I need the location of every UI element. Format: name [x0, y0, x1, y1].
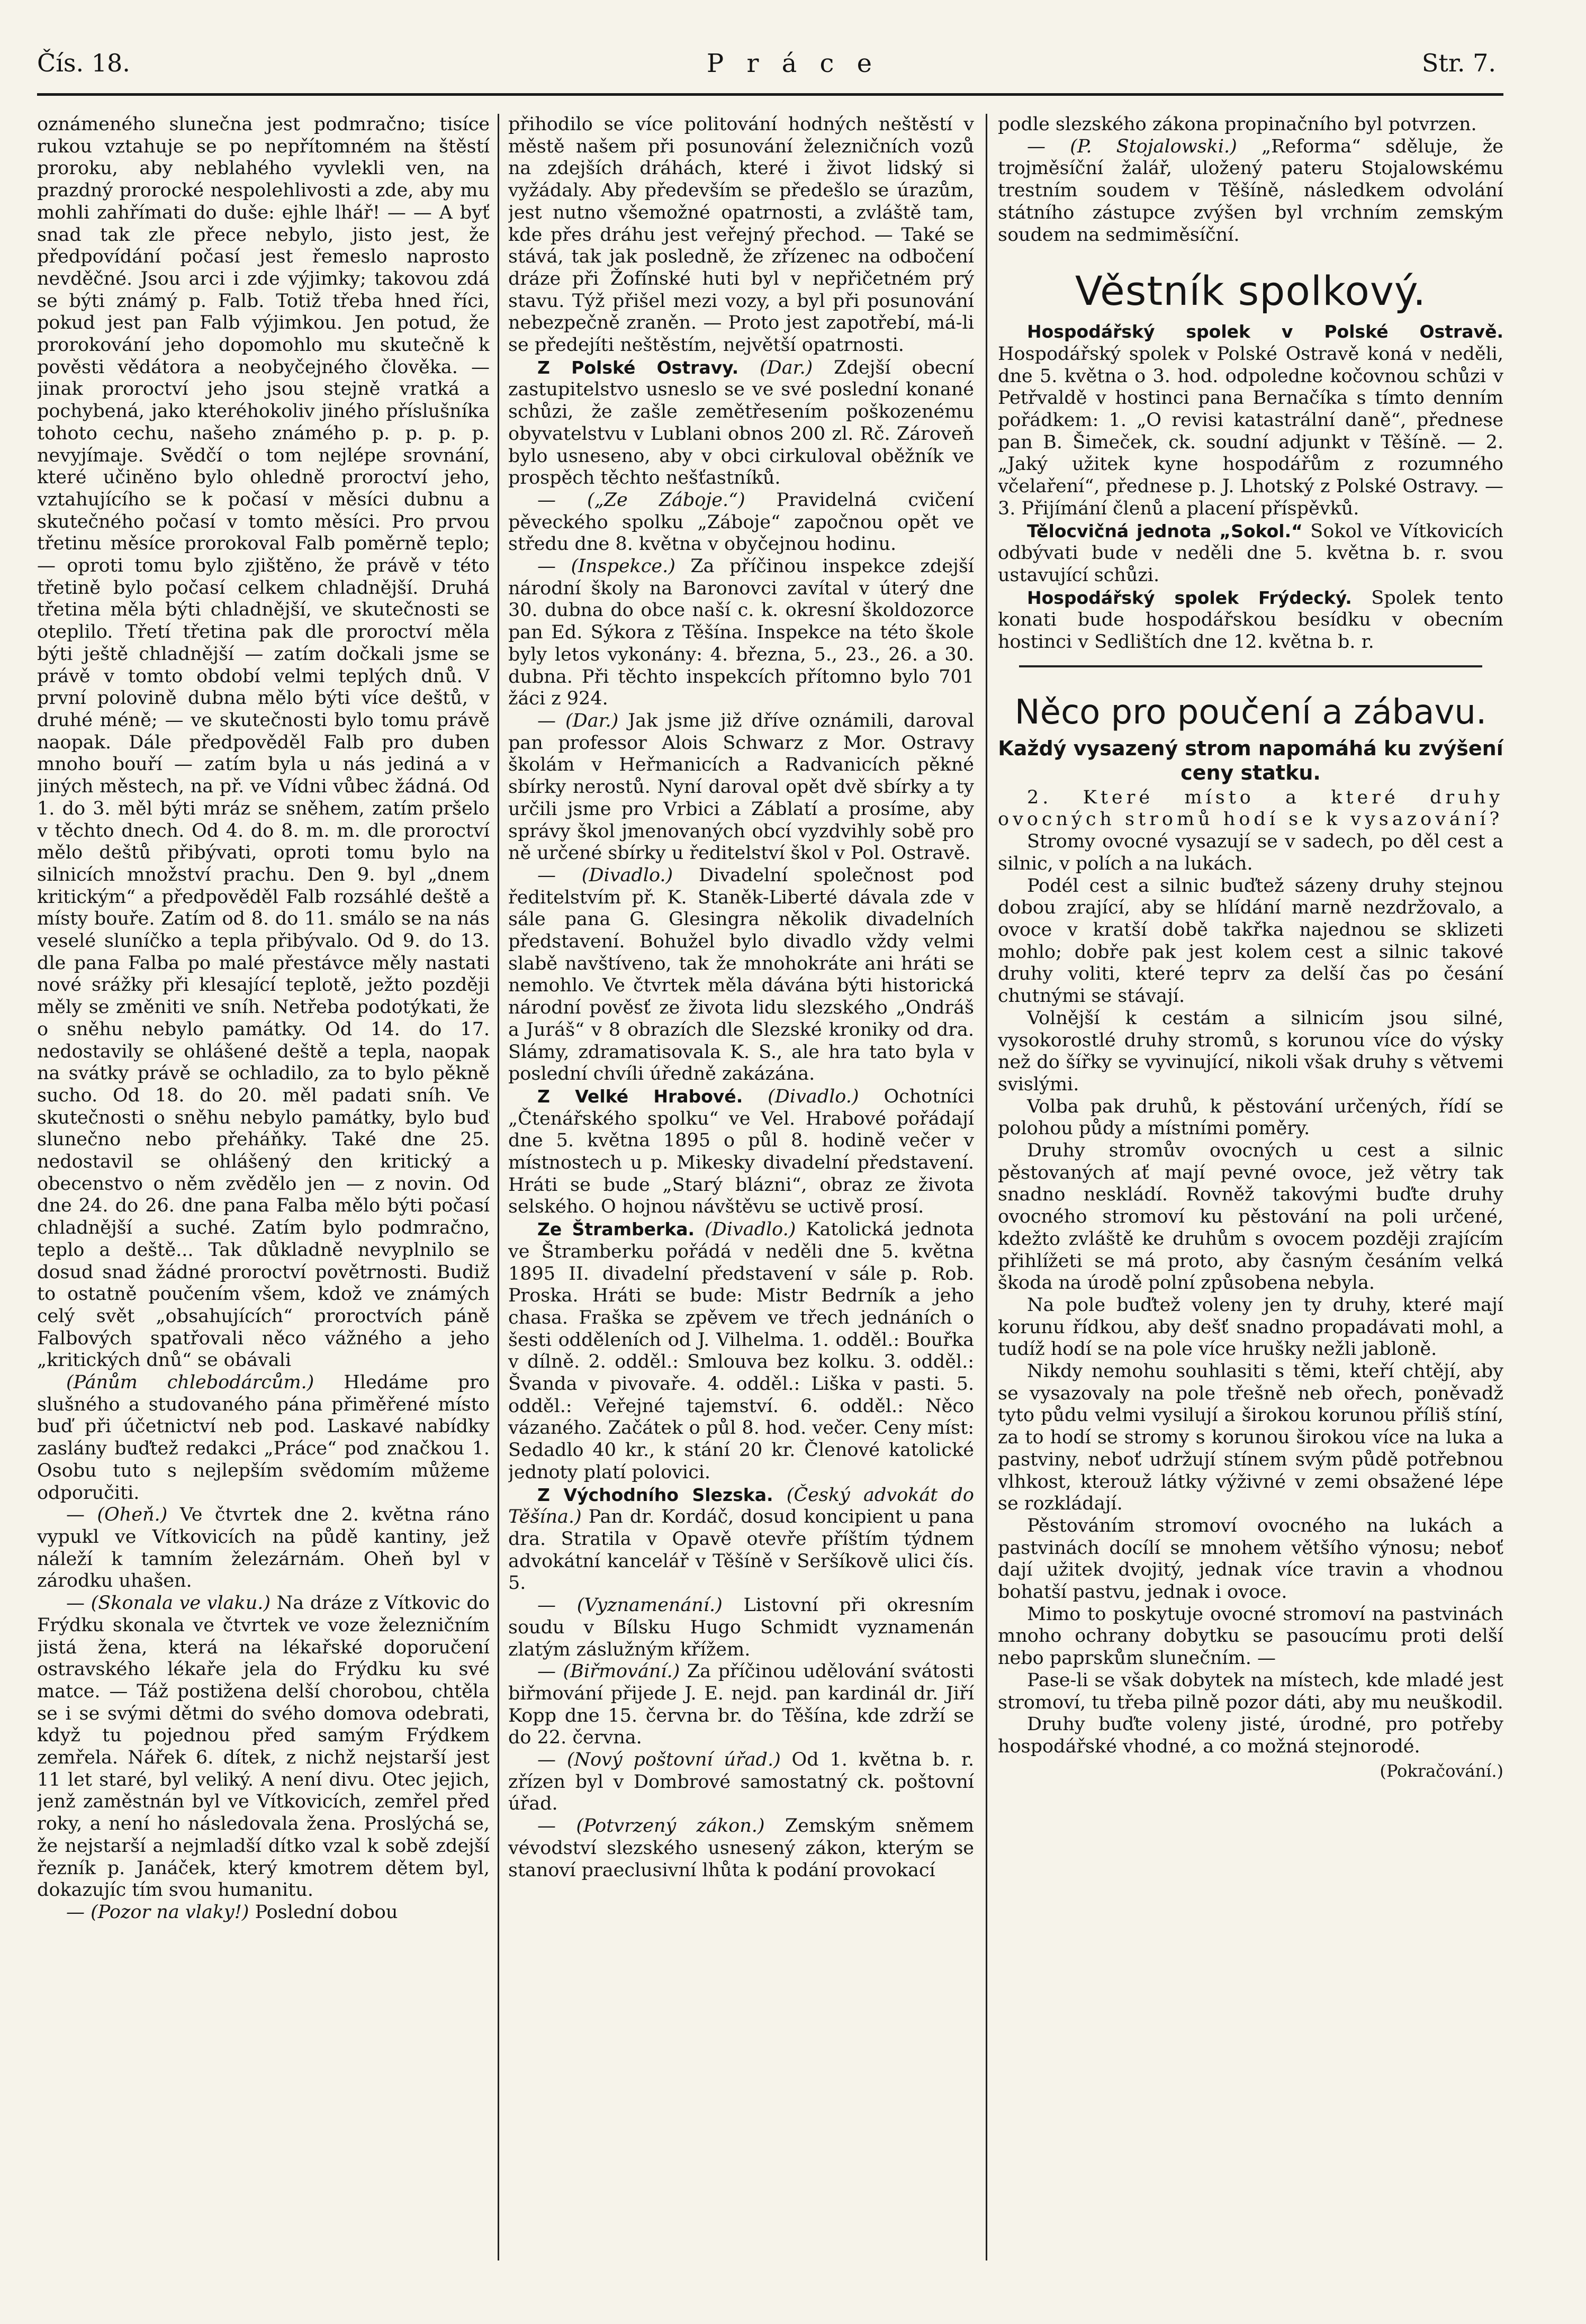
notice-pozor: [37, 1902, 490, 1924]
news-tag: (Český advokát do Těšína.): [508, 1484, 974, 1528]
news-text: Katolická jednota ve Štramberku pořádá v neděli dne 5. května 1895 II. divadelní představení v sále p. Rob. Proska. Hráti se bude: Mistr Bedrník a jeho chasa. Fraška se zpěvem ve třech jednáních o šesti odděleních od J. Vilhelma. 1. odděl.: Bouřka v dílně. 2. odděl.: Smlouva bez kolku. 3. odděl.: Švanda v pivovaře. 4. odděl.: Liška v pasti. 5. odděl.: Veřejné tajemství. 6. odděl.: Něco vázaného. Začátek o půl 8. hod. večer. Ceny míst: Sedadlo 40 kr., k stání 20 kr. Členové katolické jednoty platí polovici.: [508, 1219, 974, 1483]
news-dar: — (Dar.) Jak jsme již dříve oznámili, daroval pan professor Alois Schwarz z Mor. Ostravy školám v Heřmanicích a Radvanicích pěkné sbírky nerostů. Nyní daroval opět dvě sbírky a ty určili jsme pro Vrbici a Záblatí a prosíme, aby správy škol jmenovaných obcí vyzdvihly sobě pro ně určené sbírky u ředitelství škol v Pol. Ostravě.: [508, 710, 974, 864]
header-rule: [37, 93, 1503, 96]
news-head: Z Východního Slezska.: [537, 1484, 773, 1505]
club-text: Hospodářský spolek v Polské Ostravě koná v neděli, dne 5. května o 3. hod. odpoledne kočovnou schůzi v Petřvaldě v hostinci pana Bernačíka s tímto denním pořádkem: 1. „O revisi katastrální daně“, přednese pan B. Šimeček, ck. soudní adjunkt v Těšíně. — 2. „Jaký užitek kyne hospodářům z rozumného včelaření“, přednese p. J. Lhotský z Polské Ostravy. — 3. Přijímání členů a placení příspěvků.: [998, 343, 1503, 519]
paragraph: Na pole buďtež voleny jen ty druhy, které mají korunu řídkou, aby dešť snadno propadávati mohl, a tudíž hodí se na pole více hrušky nežli jabloně.: [998, 1294, 1503, 1360]
article-continuation: přihodilo se více politování hodných neštěstí v městě našem při posunování železničních vozů na zdejších dráhách, které i život lidský si vyžádaly. Aby především se předešlo se úrazům, jest nutno všemožné opatrnosti, a zvláště tam, kde přes dráhu jest veřejný přechod. — Také se stává, tak jak posledně, že zřízenec na odbočení dráze při Žofínské huti byl v nepřičetném prý stavu. Týž přišel mezi vozy, a byl při posunování nebezpečně zraněn. — Proto jest zapotřebí, má-li se předejíti neštěstím, největší opatrnosti.: [508, 114, 974, 356]
notice-text: Ve čtvrtek dne 2. května ráno vypukl ve Vítkovicích na půdě kantiny, jež náleží k tamním železárnám. Oheň byl v zárodku uhašen.: [37, 1504, 490, 1592]
news-text: Od 1. května b. r. zřízen byl v Dombrové samostatný ck. poštovní úřad.: [508, 1749, 974, 1815]
notice-tag: (Pánům chlebodárcům.): [66, 1372, 314, 1394]
news-head: Z Velké Hrabové.: [537, 1086, 743, 1107]
notice-tag: (Skonala ve vlaku.): [91, 1593, 271, 1614]
notice-text: Na dráze z Vítkovic do Frýdku skonala ve čtvrtek ve voze železničním jistá žena, která na lékařské doporučení ostravského lékaře jela do Frýdku ku své matce. — Táž postižena delší chorobou, chtěla se i se svými dětmi do svého domova odebrati, když tu pojednou před samým Frýdkem zemřela. Nářek 6. dítek, z nichž nejstarší jest 11 let staré, byl veliký. A není divu. Otec jejich, jenž zaměstnán byl ve Vítkovicích, zemřel před roky, a není ho následovala žena. Proslýchá se, že nejstarší a nejmladší dítko vzal k sobě zdejší řezník p. Janáček, který kmotrem dětem byl, dokazujíc tím svou humanitu.: [37, 1593, 490, 1901]
news-text: Jak jsme již dříve oznámili, daroval pan professor Alois Schwarz z Mor. Ostravy školám v Heřmanicích a Radvanicích pěkné sbírky nerostů. Nyní daroval opět dvě sbírky a ty určili jsme pro Vrbici a Záblatí a prosíme, aby správy škol jmenovaných obcí vyzdvihly sobě pro ně určené sbírky u ředitelství škol v Pol. Ostravě.: [508, 710, 974, 864]
paragraph: Nikdy nemohu souhlasiti s těmi, kteří chtějí, aby se vysazovaly na pole třešně neb ořech, poněvadž tyto půdu velmi vysilují a širokou korunou příliš stíní, za to hodí se stromy s korunou širokou více na luka a pastviny, neboť udržují stínem svým půdě potřebnou vlhkost, kterouž látky výživné v zemi obsažené lépe se rozkládají.: [998, 1361, 1503, 1515]
club-head: Hospodářský spolek v Polské Ostravě.: [1027, 321, 1503, 342]
page-number: Str. 7.: [1421, 49, 1496, 77]
section-divider: [1019, 665, 1482, 667]
notice-text: Poslední dobou: [255, 1901, 398, 1923]
column-1: [37, 114, 490, 2287]
continuation-note: (Pokračování.): [1380, 1760, 1503, 1781]
page-header: [0, 49, 1586, 91]
news-tag: (Dar.): [760, 357, 813, 378]
paragraph: Mimo to poskytuje ovocné stromoví na pastvinách mnoho ochrany dobytku se pasoucímu proti delší nebo paprskům slunečním. —: [998, 1603, 1503, 1669]
news-tag: (Inspekce.): [571, 556, 675, 577]
notice-tag: (Oheň.): [97, 1504, 168, 1526]
notice-tag: — (Pozor na vlaky!): [66, 1901, 249, 1923]
column-2: [508, 114, 974, 2287]
news-continuation: podle slezského zákona propinačního byl potvrzen.: [998, 114, 1477, 135]
paragraph: Pěstováním stromoví ovocného na lukách a pastvinách docílí se mnohem většího výnosu; neboť dají užitek dvojitý, jednak více travin a vhodnou bohatší pastvu, jednak i ovoce.: [998, 1515, 1503, 1603]
column-separator: [498, 114, 499, 2260]
news-tag: (Biřmování.): [563, 1661, 680, 1683]
paragraph: Pase-li se však dobytek na místech, kde mladé jest stromoví, tu třeba pilně pozor dáti, aby mu neuškodil.: [998, 1669, 1503, 1713]
news-vychodni-slezsko: [508, 1484, 974, 1595]
news-text: Zemským sněmem vévodství slezského usnesený zákon, kterým se stanoví praeclusivní lhůta k podání provokací: [508, 1815, 974, 1881]
news-tag: (Vyznamenání.): [576, 1595, 723, 1616]
column-3: [998, 114, 1503, 2287]
section-subhead: Každý vysazený strom napomáhá ku zvýšení ceny statku.: [998, 736, 1503, 784]
club-head: Hospodářský spolek Frýdecký.: [1027, 587, 1352, 608]
notice-chlebodarcum: [37, 1372, 490, 1504]
news-stramberk: [508, 1218, 974, 1484]
news-tag: (Nový poštovní úřad.): [566, 1749, 781, 1771]
news-text: „Reforma“ sděluje, že trojměsíční žalář, uložený pateru Stojalowskému trestním soudem v Těšíně, následkem odvolání státního zástupce zvýšen byl vrchním zemským soudem na sedmiměsíční.: [998, 135, 1503, 246]
club-hosp-frydek: [998, 587, 1503, 654]
club-hosp-polska-ostrava: [998, 321, 1503, 520]
news-text: Zdejší obecní zastupitelstvo usneslo se ve své poslední konané schůzi, že zašle zemětřesením poškozenému obyvatelstvu v Lublani obnos 200 zl. Rč. Zároveň bylo usneseno, aby v obci cirkuloval oběžník ve prospěch těchto nešťastníků.: [508, 357, 974, 489]
column-separator: [986, 114, 987, 2260]
paragraph: Druhy buďte voleny jisté, úrodné, pro potřeby hospodářské vhodné, a co možná stejnorodé.: [998, 1714, 1503, 1757]
news-text: Za příčinou inspekce zdejší národní školy na Baronovci zavítal v úterý dne 30. dubna do obce naší c. k. okresní školdozorce pan Ed. Sýkora z Těšína. Inspekce na této škole byly letos vykonány: 4. března, 5., 23., 26. a 30. dubna. Při těchto inspekcích přítomno bylo 701 žáci z 924.: [508, 556, 974, 710]
notice-ohen: — (Oheň.) Ve čtvrtek dne 2. května ráno vypukl ve Vítkovicích na půdě kantiny, jež náleží k tamním železárnám. Oheň byl v zárodku uhašen.: [37, 1504, 490, 1592]
club-text: Spolek tento konati bude hospodářskou besídku v obecním hostinci v Sedlištích dne 12. května b. r.: [998, 587, 1503, 653]
news-tag: („Ze Záboje.“): [587, 489, 745, 511]
news-text: Listovní při okresním soudu v Bílsku Hugo Schmidt vyznamenán zlatým záslužným křížem.: [508, 1595, 974, 1660]
section-title-neco: Něco pro poučení a zábavu.: [1014, 692, 1487, 732]
news-text: Divadelní společnost pod ředitelstvím př. K. Staněk-Liberté dávala zde v sále pana G. Glesingra několik divadelních představení. Bohužel bylo divadlo vždy velmi slabě navštíveno, tak že mnohokráte ani hráti se nemohlo. Ve čtvrtek měla dávána býti historická národní pověsť ze života lidu slezského „Ondráš a Juráš“ v 8 obrazích dle Slezské kroniky od dra. Slámy, zdramatisovala K. S., ale hra tato byla v poslední chvíli úředně zakázána.: [508, 864, 974, 1085]
news-tag: (Dar.): [565, 710, 619, 731]
news-tag: (Divadlo.): [768, 1086, 859, 1107]
paragraph: [998, 787, 1503, 831]
news-tag: (Potvrzený zákon.): [576, 1815, 765, 1837]
news-text: Za příčinou udělování svátosti biřmování přijede J. E. nejd. pan kardinál dr. Jiří Kopp dne 15. června br. do Těšína, kde zdrží se do 22. června.: [508, 1661, 974, 1749]
paragraph: Volba pak druhů, k pěstování určených, řídí se polohou půdy a místními poměry.: [998, 1096, 1503, 1140]
club-sokol: [998, 520, 1503, 587]
club-text: Sokol ve Vítkovicích odbývati bude v neděli dne 5. května b. r. svou ustavující schůzi.: [998, 520, 1503, 586]
news-vyznamenani: — (Vyznamenání.) Listovní při okresním soudu v Bílsku Hugo Schmidt vyznamenán zlatým záslužným křížem.: [508, 1595, 974, 1660]
question-text: 2. Které místo a které druhy ovocných stromů hodí se k vysazování?: [998, 786, 1503, 830]
paragraph: Volnější k cestám a silnicím jsou silné, vysokorostlé druhy stromů, s korunou více do výsky než do šířky se vyvinující, nikoli však druhy s větvemi svislými.: [998, 1007, 1503, 1095]
notice-text: Hledáme pro slušného a studovaného pána přiměřené místo buď při účetnictví neb pod. Laskavé nabídky zaslány buďtež redakci „Práce“ pod značkou 1. Osobu tuto s nejlepším svědomím můžeme odporučiti.: [37, 1372, 490, 1504]
news-head: Z Polské Ostravy.: [537, 357, 739, 378]
news-postovni-urad: — (Nový poštovní úřad.) Od 1. května b. r. zřízen byl v Dombrové samostatný ck. poštovní úřad.: [508, 1749, 974, 1815]
news-head: Ze Štramberka.: [537, 1219, 695, 1240]
news-zaboj: — („Ze Záboje.“) Pravidelná cvičení pěveckého spolku „Záboje“ započnou opět ve středu dne 8. května v obyčejnou hodinu.: [508, 489, 974, 555]
article-falb: oznámeného slunečna jest podmračno; tisíce rukou vztahuje se po nepřítomném na štěstí proroku, aby neblahého vyvlekli ven, na prazdný prorocké nespolehlivosti a zde, aby mu mohli zahřímati do duše: ejhle lhář! — — A byť snad tak zle přece nebylo, jisto jest, že předpovídání počasí jest řemeslo naprosto nevděčné. Jsou arci i zde výjimky; takovou zdá se býti známý p. Falb. Totiž třeba hned říci, pokud jest pan Falb výjimkou. Jen potud, že prorokování jeho dopomohlo mu skutečně k pověsti vědátora a neobyčejného člověka. — jinak proroctví jeho jsou stejně vratká a pochybená, jako kteréhokoliv jiného příslušníka tohoto cechu, našeho známého p. p. p. p. nevyjímaje. Svědčí o tom nejlépe srovnání, které učiněno bylo ohledně proroctví jeho, vztahujícího se k počasí v měsíci dubnu a skutečného počasí v tomto měsíci. Pro prvou třetinu měsíce prorokoval Falb poměrně teplo; — oproti tomu bylo zjištěno, že právě v této třetině bylo počasí celkem chladnější. Druhá třetina měla býti chladnější, ve skutečnosti se oteplilo. Třetí třetina pak dle proroctví měla býti ještě chladnější — zatím dočkali jsme se právě v tomto období velmi teplých dnů. V první polovině dubna mělo býti více deštů, v druhé méně; — ve skutečnosti bylo tomu právě naopak. Dále předpověděl Falb pro duben mnoho bouří — zatím byla u nás jediná a v jiných městech, na př. ve Vídni vůbec žádná. Od 1. do 3. měl býti mráz se sněhem, zatím pršelo v těchto dnech. Od 4. do 8. m. m. dle proroctví mělo deštů přibývati, oproti tomu bylo na silnicích množství prachu. Den 9. byl „dnem kritickým“ a předpověděl Falb rozsáhlé deště a místy bouře. Zatím od 8. do 11. smálo se na nás veselé sluníčko a tepla přibývalo. Od 9. do 13. dle pana Falba po malé přestávce měly nastati nové srážky při klesající teplotě, ježto později měly se změniti ve sníh. Netřeba podotýkati, že o sněhu nebylo památky. Od 14. do 17. nedostavily se ohlášené deště a tepla, naopak na svátky právě se ochladilo, za to bylo pěkně sucho. Od 18. do 20. měl padati sníh. Ve skutečnosti o sněhu nebylo památky, bylo buď slunečno nebo přeháňky. Také dne 25. nedostavil se ohlášený den kritický a obecenstvo o něm zvědělo jen — z novin. Od dne 24. do 26. dne pana Falba mělo býti počasí chladnější a suché. Zatím bylo podmračno, teplo a deště... Tak důkladně nevyplnilo se dosud snad žádné proroctví povětrnosti. Budiž to ostatně poučením všem, kdož ve známých celý svět „obsahujících“ proroctvích páně Falbových spatřovali něco vážného a jeho „kritických dnů“ se obávali: [37, 114, 490, 1371]
news-tag: (Divadlo.): [581, 864, 673, 886]
news-text: Pravidelná cvičení pěveckého spolku „Záboje“ započnou opět ve středu dne 8. května v obyčejnou hodinu.: [508, 489, 974, 555]
paragraph: Podél cest a silnic buďtež sázeny druhy stejnou dobou zrající, aby se hlídání marně nezdržovalo, a ovoce v kratší době takřka najednou se sklizeti mohlo; dobře pak jest kolem cest a silnic takové druhy voliti, které teprv za delší čas po česání chutnými se stávají.: [998, 875, 1503, 1007]
news-text: Ochotníci „Čtenářského spolku“ ve Vel. Hrabové pořádají dne 5. května 1895 o půl 8. hodině večer v místnostech u p. Mikesky divadelní představení. Hráti se bude „Starý blázni“, obraz ze života selského. O hojnou návštěvu se uctivě prosí.: [508, 1086, 974, 1218]
newspaper-title: P r á c e: [706, 49, 880, 78]
news-zakon: — (Potvrzený zákon.) Zemským sněmem vévodství slezského usnesený zákon, kterým se stanoví praeclusivní lhůta k podání provokací: [508, 1815, 974, 1881]
news-text: Pan dr. Kordáč, dosud koncipient u pana dra. Stratila v Opavě otevře příštím týdnem advokátní kancelář v Těšíně v Seršíkově ulici čís. 5.: [508, 1506, 974, 1594]
notice-skonala: — (Skonala ve vlaku.) Na dráze z Vítkovic do Frýdku skonala ve čtvrtek ve voze železničním jistá žena, která na lékařské doporučení ostravského lékaře jela do Frýdku ku své matce. — Táž postižena delší chorobou, chtěla se i se svými dětmi do svého domova odebrati, když tu pojednou před samým Frýdkem zemřela. Nářek 6. dítek, z nichž nejstarší jest 11 let staré, byl veliký. A není divu. Otec jejich, jenž zaměstnán byl ve Vítkovicích, zemřel před roky, a není ho následovala žena. Proslýchá se, že nejstarší a nejmladší dítko vzal k sobě zdejší řezník p. Janáček, který kmotrem dětem byl, dokazujíc tím svou humanitu.: [37, 1593, 490, 1901]
news-divadlo: — (Divadlo.) Divadelní společnost pod ředitelstvím př. K. Staněk-Liberté dávala zde v sále pana G. Glesingra několik divadelních představení. Bohužel bylo divadlo vždy velmi slabě navštíveno, tak že mnohokráte ani hráti se nemohlo. Ve čtvrtek měla dávána býti historická národní pověsť ze života lidu slezského „Ondráš a Juráš“ v 8 obrazích dle Slezské kroniky od dra. Slámy, zdramatisovala K. S., ale hra tato byla v poslední chvíli úředně zakázána.: [508, 864, 974, 1085]
news-stojalowski: — (P. Stojalowski.) „Reforma“ sděluje, že trojměsíční žalář, uložený pateru Stojalowskému trestním soudem v Těšíně, následkem odvolání státního zástupce zvýšen byl vrchním zemským soudem na sedmiměsíční.: [998, 135, 1503, 246]
news-inspekce: — (Inspekce.) Za příčinou inspekce zdejší národní školy na Baronovci zavítal v úterý dne 30. dubna do obce naší c. k. okresní školdozorce pan Ed. Sýkora z Těšína. Inspekce na této škole byly letos vykonány: 4. března, 5., 23., 26. a 30. dubna. Při těchto inspekcích přítomno bylo 701 žáci z 924.: [508, 556, 974, 710]
issue-number: Čís. 18.: [37, 49, 130, 77]
section-title-vestnik: Věstník spolkový.: [1075, 267, 1427, 315]
club-head: Tělocvičná jednota „Sokol.“: [1027, 520, 1303, 541]
paragraph: Stromy ovocné vysazují se v sadech, po děl cest a silnic, v polích a na lukách.: [998, 831, 1503, 874]
news-birmovani: — (Biřmování.) Za příčinou udělování svátosti biřmování přijede J. E. nejd. pan kardinál dr. Jiří Kopp dne 15. června br. do Těšína, kde zdrží se do 22. června.: [508, 1661, 974, 1749]
news-polska-ostrava: [508, 357, 974, 490]
paragraph: Druhy stromův ovocných u cest a silnic pěstovaných ať mají pevné ovoce, jež větry tak snadno neskládí. Rovněž takovými buďte druhy ovocného stromoví ku pěstování na poli určené, kdežto zvláště ke druhům s ovocem později zrajícím přihlížeti se má proto, aby časným česáním velká škoda na úrodě polní způsobena nebyla.: [998, 1140, 1503, 1294]
news-tag: (Divadlo.): [705, 1219, 796, 1241]
news-velka-hrabova: [508, 1086, 974, 1218]
news-tag: (P. Stojalowski.): [1070, 135, 1237, 157]
